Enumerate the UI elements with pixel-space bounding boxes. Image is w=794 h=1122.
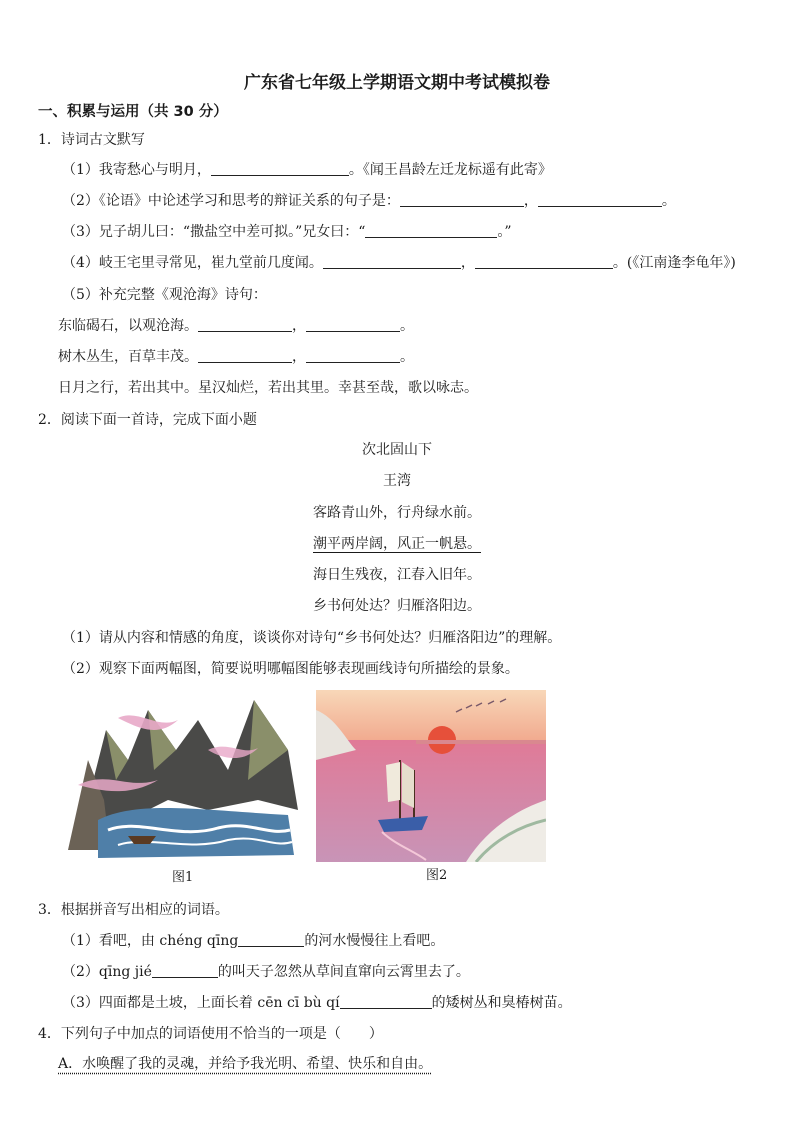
q2-sub-1: （1）请从内容和情感的角度，谈谈你对诗句“乡书何处达？归雁洛阳边”的理解。 <box>62 630 562 646</box>
poem-line: 乡书何处达？归雁洛阳边。 <box>313 598 481 614</box>
answer-blank[interactable] <box>475 254 613 269</box>
answer-blank[interactable] <box>152 963 218 978</box>
figure-1-caption: 图1 <box>172 870 194 885</box>
q1-item-5-line1: 东临碣石，以观沧海。 ， 。 <box>58 318 414 334</box>
answer-blank[interactable] <box>238 932 304 947</box>
figure-2-sailboat-sea <box>316 690 546 862</box>
question-2: 2．阅读下面一首诗，完成下面小题 <box>38 412 257 428</box>
answer-blank[interactable] <box>211 161 349 176</box>
figure-2-caption: 图2 <box>426 868 448 883</box>
answer-blank[interactable] <box>198 348 292 363</box>
answer-blank[interactable] <box>323 254 461 269</box>
q2-sub-2: （2）观察下面两幅图，简要说明哪幅图能够表现画线诗句所描绘的景象。 <box>62 661 519 677</box>
page-title: 广东省七年级上学期语文期中考试模拟卷 <box>244 73 550 93</box>
q1-item-1: （1）我寄愁心与明月， 。《闻王昌龄左迁龙标遥有此寄》 <box>62 162 552 178</box>
answer-blank[interactable] <box>400 192 524 207</box>
question-4: 4．下列句子中加点的词语使用不恰当的一项是（ ） <box>38 1026 383 1042</box>
answer-blank[interactable] <box>538 192 662 207</box>
q1-item-5: （5）补充完整《观沧海》诗句： <box>62 287 267 303</box>
answer-blank[interactable] <box>198 317 292 332</box>
question-1: 1．诗词古文默写 <box>38 132 145 148</box>
q3-item-2: （2）qīng jié 的叫天子忽然从草间直窜向云霄里去了。 <box>62 964 470 980</box>
answer-blank[interactable] <box>306 317 400 332</box>
q1-item-5-line3: 日月之行，若出其中。星汉灿烂，若出其里。幸甚至哉，歌以咏志。 <box>58 380 478 396</box>
poem-line: 海日生残夜，江春入旧年。 <box>313 567 481 583</box>
answer-blank[interactable] <box>340 994 432 1009</box>
poem-title: 次北固山下 <box>362 442 432 458</box>
q3-item-3: （3）四面都是土坡，上面长着 cēn cī bù qí 的矮树丛和臭椿树苗。 <box>62 995 572 1011</box>
section-heading: 一、积累与运用（共 30 分） <box>38 104 228 120</box>
q4-option-a[interactable]: A．水唤醒了我的灵魂，并给予我光明、希望、快乐和自由。 <box>58 1056 433 1072</box>
poem-line-underlined: 潮平两岸阔，风正一帆悬。 <box>313 536 481 552</box>
q1-item-5-line2: 树木丛生，百草丰茂。 ， 。 <box>58 349 414 365</box>
poem-author: 王湾 <box>383 473 411 489</box>
poem-line: 客路青山外，行舟绿水前。 <box>313 505 481 521</box>
q3-item-1: （1）看吧，由 chéng qīng 的河水慢慢往上看吧。 <box>62 933 445 949</box>
q1-item-3: （3）兄子胡儿曰：“撒盐空中差可拟。”兄女曰：“ 。” <box>62 224 512 240</box>
figure-1-mountain-river <box>58 690 300 862</box>
answer-blank[interactable] <box>365 223 497 238</box>
q1-item-2: （2）《论语》中论述学习和思考的辩证关系的句子是： ， 。 <box>62 193 676 209</box>
answer-blank[interactable] <box>306 348 400 363</box>
q1-item-4: （4）岐王宅里寻常见，崔九堂前几度闻。 ， 。(《江南逢李龟年》) <box>62 255 736 271</box>
question-3: 3．根据拼音写出相应的词语。 <box>38 902 229 918</box>
